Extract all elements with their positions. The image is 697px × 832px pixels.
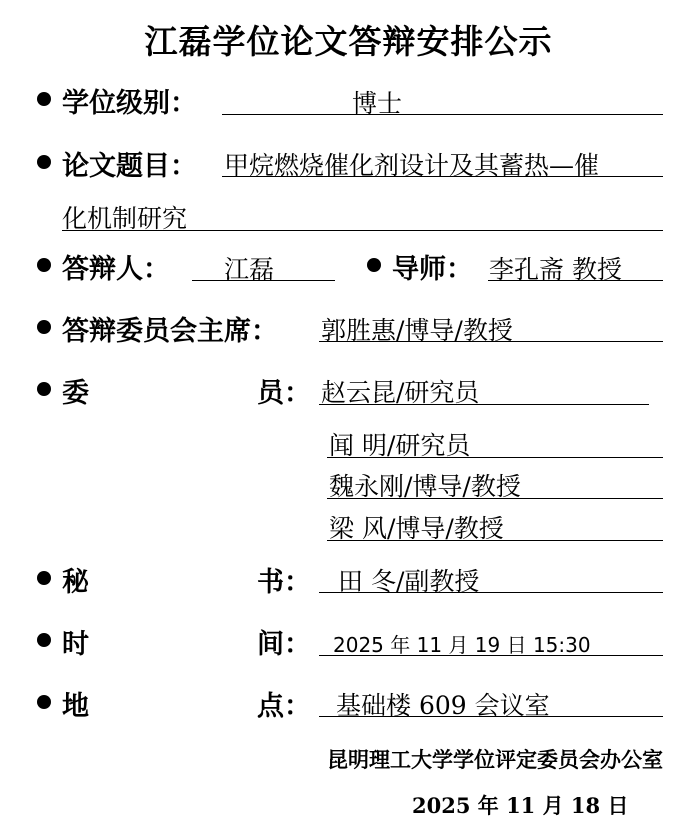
bullet-candidate <box>37 258 51 272</box>
advisor-label: 导师： <box>392 254 473 285</box>
secretary-value: 田 冬/副教授 <box>338 567 480 596</box>
degree-label: 学位级别： <box>62 88 197 119</box>
time-label-right: 间： <box>257 629 311 660</box>
thesis-title-line1: 甲烷燃烧催化剂设计及其蓄热—催 <box>224 151 600 180</box>
thesis-underline-1 <box>222 176 663 177</box>
member-underline <box>327 498 663 499</box>
member-underline <box>327 457 663 458</box>
thesis-title-line2: 化机制研究 <box>62 204 188 233</box>
place-label-left: 地 <box>62 691 89 722</box>
chair-label: 答辩委员会主席： <box>62 316 278 347</box>
member-item: 梁 风/博导/教授 <box>329 514 504 543</box>
chair-value: 郭胜惠/博导/教授 <box>321 316 513 345</box>
issue-date: 2025 年 11 月 18 日 <box>412 793 629 818</box>
place-value: 基础楼 609 会议室 <box>336 691 550 720</box>
advisor-value: 李孔斋 教授 <box>489 255 622 284</box>
member-item: 闻 明/研究员 <box>329 431 471 460</box>
bullet-degree <box>37 92 51 106</box>
bullet-advisor <box>367 258 381 272</box>
secretary-label-right: 书： <box>257 567 311 598</box>
place-label-right: 点： <box>257 691 311 722</box>
bullet-chair <box>37 320 51 334</box>
bullet-thesis <box>37 155 51 169</box>
member-underline <box>327 540 663 541</box>
thesis-underline-2 <box>62 230 663 231</box>
secretary-underline <box>319 592 663 593</box>
page-title: 江磊学位论文答辩安排公示 <box>144 22 553 61</box>
members-label-left: 委 <box>62 378 89 409</box>
members-label-right: 员： <box>257 378 311 409</box>
secretary-label-left: 秘 <box>62 567 89 598</box>
degree-value: 博士 <box>352 89 403 118</box>
member-item: 赵云昆/研究员 <box>321 378 480 407</box>
chair-underline <box>319 341 663 342</box>
time-label-left: 时 <box>62 629 89 660</box>
place-underline <box>319 716 663 717</box>
bullet-time <box>37 633 51 647</box>
candidate-value: 江磊 <box>224 255 275 284</box>
thesis-label: 论文题目： <box>62 151 197 182</box>
member-underline <box>319 404 649 405</box>
issuing-office: 昆明理工大学学位评定委员会办公室 <box>327 747 663 772</box>
advisor-underline <box>488 280 663 281</box>
candidate-underline <box>192 280 335 281</box>
bullet-place <box>37 695 51 709</box>
bullet-secretary <box>37 571 51 585</box>
degree-underline <box>222 114 663 115</box>
candidate-label: 答辩人： <box>62 254 170 285</box>
time-underline <box>319 655 663 656</box>
member-item: 魏永刚/博导/教授 <box>329 472 521 501</box>
bullet-members <box>37 382 51 396</box>
time-value: 2025 年 11 月 19 日 15:30 <box>333 633 591 657</box>
